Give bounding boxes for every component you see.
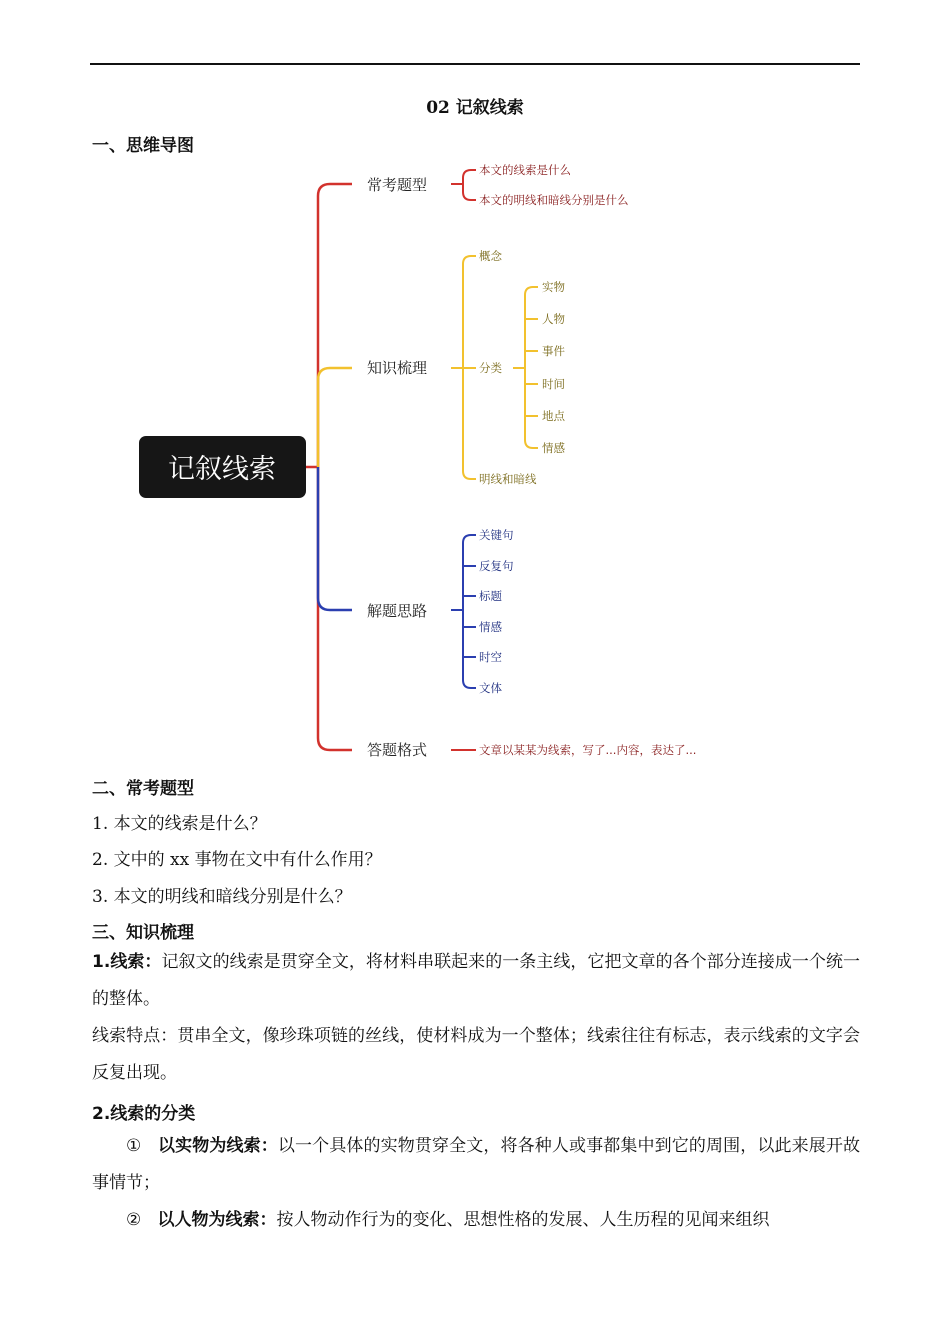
- mind-map: [0, 150, 950, 770]
- section-heading-knowledge: 三、知识梳理: [92, 923, 194, 943]
- b3-item: 关键句: [479, 528, 514, 542]
- section-heading-mindmap: 一、思维导图: [92, 136, 194, 156]
- classification-heading: 2.线索的分类: [92, 1104, 196, 1124]
- b3-item: 标题: [479, 589, 502, 603]
- class-item-number: ①: [126, 1136, 142, 1156]
- b1-item: 本文的线索是什么: [479, 163, 571, 177]
- b2-lines: 明线和暗线: [479, 472, 537, 486]
- class-item-label: 以人物为线索：: [157, 1210, 277, 1230]
- b1-connectors: [451, 170, 476, 200]
- b2-class-item: 人物: [542, 312, 565, 326]
- mindmap-root-label: 记叙线索: [168, 454, 276, 485]
- b3-item: 文体: [479, 681, 502, 695]
- question-item: 3. 本文的明线和暗线分别是什么？: [92, 887, 352, 907]
- definition-label: 1.线索：: [92, 952, 162, 972]
- class-item-text: 以一个具体的实物贯穿全文，将各种人或事都集中到它的周围，以此来展开故事情节；: [92, 1136, 861, 1193]
- b1-item: 本文的明线和暗线分别是什么: [479, 193, 629, 207]
- b2-classify: 分类: [479, 361, 502, 375]
- branch-label-b1: 常考题型: [367, 176, 428, 194]
- b3-connectors: [451, 535, 476, 688]
- b2-class-item: 情感: [542, 441, 565, 455]
- b3-item: 反复句: [479, 559, 514, 573]
- branch-label-b3: 解题思路: [367, 602, 428, 620]
- question-item: 1. 本文的线索是什么？: [92, 814, 267, 834]
- connector-b1: [318, 184, 352, 467]
- class-item-label: 以实物为线索：: [157, 1136, 278, 1156]
- b2-class-item: 时间: [542, 377, 565, 391]
- question-item: 2. 文中的 xx 事物在文中有什么作用？: [92, 850, 382, 870]
- feature-paragraph: 线索特点：贯串全文，像珍珠项链的丝线，使材料成为一个整体；线索往往有标志，表示线索的文字会反复出现。: [92, 1026, 860, 1083]
- section-heading-question-types: 二、常考题型: [92, 779, 194, 799]
- definition-paragraph: [92, 944, 860, 1018]
- header-rule: [90, 63, 860, 65]
- class-item-person: [92, 1202, 860, 1239]
- b2-concept: 概念: [479, 249, 502, 263]
- b2-class-item: 事件: [542, 344, 565, 358]
- class-item-object: [92, 1128, 860, 1202]
- branch-label-b2: 知识梳理: [367, 359, 428, 377]
- class-item-number: ②: [126, 1210, 142, 1230]
- b3-item: 情感: [479, 620, 502, 634]
- b4-item: 文章以某某为线索，写了...内容，表达了...: [479, 743, 697, 757]
- connector-b2: [318, 368, 352, 467]
- document-title: 02 记叙线索: [426, 98, 524, 118]
- b2-class-item: 实物: [542, 280, 565, 294]
- connector-b3: [318, 467, 352, 610]
- b3-item: 时空: [479, 650, 502, 664]
- definition-text: 记叙文的线索是贯穿全文，将材料串联起来的一条主线，它把文章的各个部分连接成一个统一的整体。: [92, 952, 860, 1009]
- b2-class-item: 地点: [542, 409, 565, 423]
- branch-label-b4: 答题格式: [367, 741, 428, 759]
- class-item-text: 按人物动作行为的变化、思想性格的发展、人生历程的见闻来组织: [276, 1210, 770, 1230]
